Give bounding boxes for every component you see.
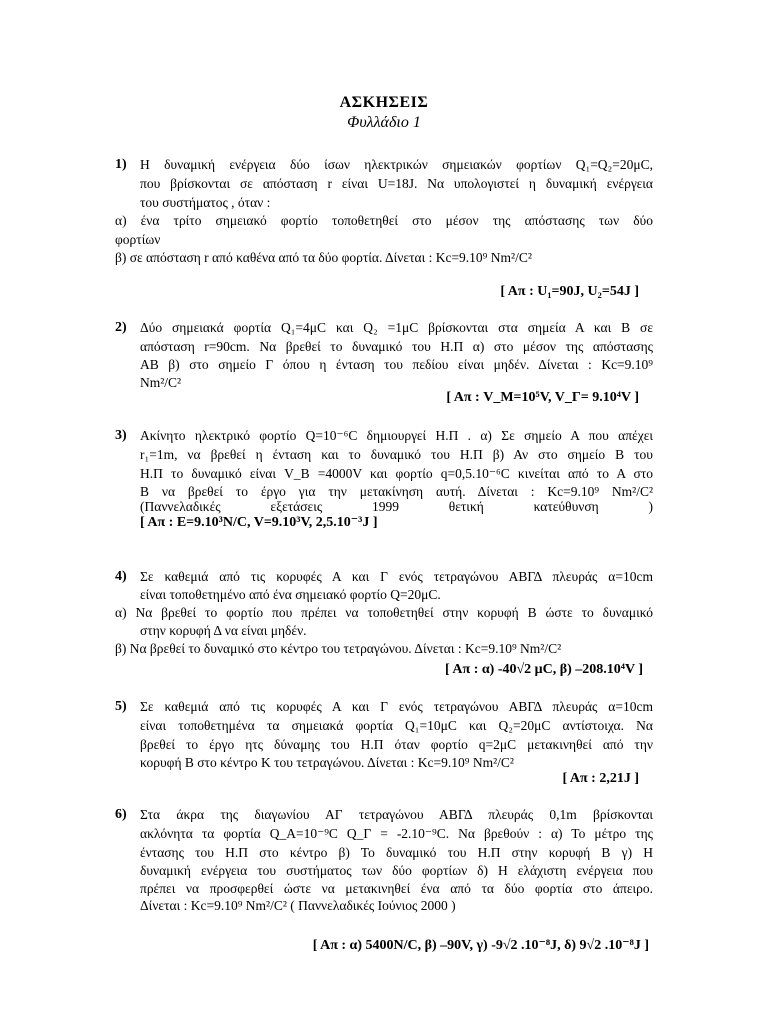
exercise-line: Β να βρεθεί το έργο για την μετακίνηση αυτή. Δίνεται : Kc=9.10⁹ Nm²/C² (140, 484, 653, 499)
exercise-line: δυναμική ενέργεια του συστήματος των δύο φορτίων δ) Η ελάχιστη ενέργεια που (140, 863, 653, 878)
exercise-line: βρεθεί το έργο ητς δύναμης του Η.Π όταν φορτίο q=2μC μετακινηθεί από την (140, 737, 653, 752)
exercise-number: 6) (115, 807, 127, 822)
exercise-line: Ακίνητο ηλεκτρικό φορτίο Q=10⁻⁶C δημιουργεί Η.Π . α) Σε σημείο Α που απέχει (140, 428, 653, 443)
page-subtitle: Φυλλάδιο 1 (347, 114, 421, 131)
exercise-line: α) ένα τρίτο σημειακό φορτίο τοποθετηθεί στο μέσον της απόστασης των δύο (115, 213, 653, 228)
exercise-answer: [ Απ : U₁=90J, U₂=54J ] (500, 284, 639, 299)
exercise-line: είναι τοποθετημένα τα σημειακά φορτία Q₁=10μC και Q₂=20μC αντίστοιχα. Να (140, 718, 653, 733)
exercise-line: κορυφή Β στο κέντρο Κ του τετραγώνου. Δίνεται : Kc=9.10⁹ Nm²/C² (140, 755, 514, 770)
exercise-line: Δύο σημειακά φορτία Q₁=4μC και Q₂ =1μC βρίσκονται στα σημεία Α και Β σε (140, 320, 653, 335)
exercise-line: Nm²/C² (140, 375, 182, 390)
exercise-line: β) σε απόσταση r από καθένα από τα δύο φορτία. Δίνεται : Kc=9.10⁹ Nm²/C² (115, 250, 532, 265)
exercise-line: ΑΒ β) στο σημείο Γ όπου η ένταση του πεδίου είναι μηδέν. Δίνεται : Kc=9.10⁹ (140, 357, 653, 372)
exercise-line: ακλόνητα τα φορτία Q_A=10⁻⁹C Q_Γ = -2.10⁻⁹C. Να βρεθούν : α) Το μέτρο της (140, 826, 653, 841)
exercise-line: πρέπει να προσφερθεί ώστε να μετακινηθεί ένα από τα δύο φορτία στο άπειρο. (140, 881, 653, 896)
exercise-number: 2) (115, 320, 127, 335)
exercise-line: έντασης του Η.Π στο κέντρο β) Το δυναμικό του Η.Π στην κορυφή Β γ) Η (140, 845, 653, 860)
exercise-line: Στα άκρα της διαγωνίου ΑΓ τετραγώνου ΑΒΓΔ πλευράς 0,1m βρίσκονται (140, 807, 653, 822)
exercise-line: απόσταση r=90cm. Να βρεθεί το δυναμικό του Η.Π α) στο μέσον της απόστασης (140, 339, 653, 354)
exercise-line: που βρίσκονται σε απόσταση r είναι U=18J. Να υπολογιστεί η δυναμική ενέργεια (140, 176, 653, 191)
exercise-line: φορτίων (115, 232, 161, 247)
exercise-line: Η.Π το δυναμικό είναι V_B =4000V και φορτίο q=0,5.10⁻⁶C κινείται από το Α στο (140, 466, 653, 481)
exercise-answer: [ Απ : V_M=10⁵V, V_Γ= 9.10⁴V ] (446, 390, 639, 405)
exercise-line: είναι τοποθετημένο από ένα σημειακό φορτίο Q=20μC. (140, 587, 441, 602)
exercise-line: α) Να βρεθεί το φορτίο που πρέπει να τοποθετηθεί στην κορυφή Β ώστε το δυναμικό (115, 605, 653, 620)
exercise-line: (Παννελαδικές εξετάσεις 1999 θετική κατεύθυνση ) (140, 499, 653, 514)
exercise-answer: [ Απ : Ε=9.10³N/C, V=9.10³V, 2,5.10⁻³J ] (140, 515, 378, 530)
page-title: ΑΣΚΗΣΕΙΣ (339, 94, 429, 111)
exercise-line: β) Να βρεθεί το δυναμικό στο κέντρο του τετραγώνου. Δίνεται : Kc=9.10⁹ Nm²/C² (115, 641, 562, 656)
exercise-line: Η δυναμική ενέργεια δύο ίσων ηλεκτρικών σημειακών φορτίων Q₁=Q₂=20μC, (140, 157, 653, 172)
exercise-line: του συστήματος , όταν : (140, 195, 271, 210)
exercise-line: Δίνεται : Kc=9.10⁹ Nm²/C² ( Παννελαδικές Ιούνιος 2000 ) (140, 898, 456, 913)
exercise-answer: [ Απ : 2,21J ] (562, 771, 639, 786)
exercise-answer: [ Απ : α) -40√2 μC, β) –208.10⁴V ] (445, 662, 643, 677)
exercise-line: Σε καθεμιά από τις κορυφές Α και Γ ενός τετραγώνου ΑΒΓΔ πλευράς α=10cm (140, 569, 653, 584)
exercise-number: 3) (115, 428, 127, 443)
exercise-line: r₁=1m, να βρεθεί η ένταση και το δυναμικό του Η.Π β) Αν στο σημείο Β του (140, 447, 653, 462)
exercise-answer: [ Απ : α) 5400N/C, β) –90V, γ) -9√2 .10⁻⁸J, δ) 9√2 .10⁻⁸J ] (312, 938, 649, 953)
exercise-number: 4) (115, 569, 127, 584)
exercise-line: Σε καθεμιά από τις κορυφές Α και Γ ενός τετραγώνου ΑΒΓΔ πλευράς α=10cm (140, 699, 653, 714)
exercise-number: 5) (115, 699, 127, 714)
exercise-number: 1) (115, 157, 127, 172)
exercise-line: στην κορυφή Δ να είναι μηδέν. (140, 623, 307, 638)
